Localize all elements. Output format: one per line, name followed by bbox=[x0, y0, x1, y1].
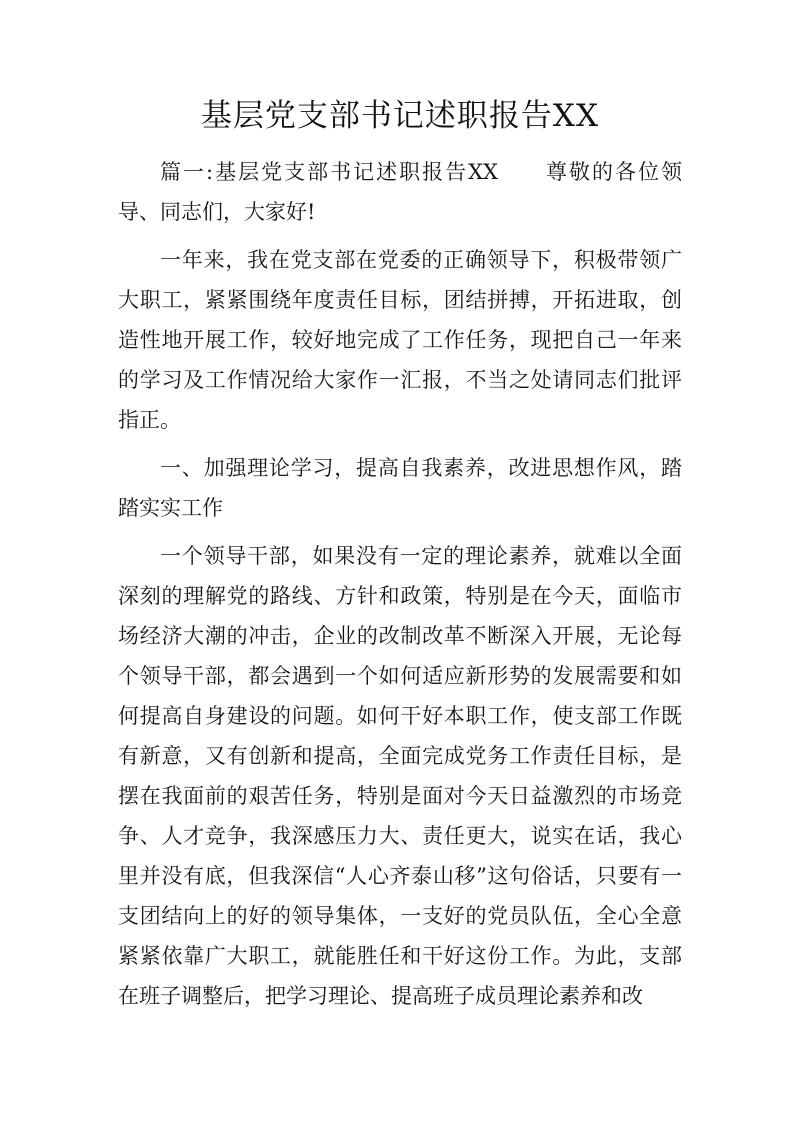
paragraph-theory-study: 一个领导干部，如果没有一定的理论素养，就难以全面深刻的理解党的路线、方针和政策，特别是在今天，面临市场经济大潮的冲击，企业的改制改革不断深入开展，无论每个领导干部，都会遇到一个如何适应新形势的发展需要和如何提高自身建设的问题。如何干好本职工作，使支部工作既有新意，又有创新和提高，全面完成党务工作责任目标，是摆在我面前的艰苦任务，特别是面对今天日益激烈的市场竞争、人才竞争，我深感压力大、责任更大，说实在话，我心里并没有底，但我深信“人心齐泰山移”这句俗话，只要有一支团结向上的好的领导集体，一支好的党员队伍，全心全意紧紧依靠广大职工，就能胜任和干好这份工作。为此，支部在班子调整后，把学习理论、提高班子成员理论素养和改 bbox=[118, 544, 682, 1008]
paragraph-overview: 一年来，我在党支部在党委的正确领导下，积极带领广大职工，紧紧围绕年度责任目标，团结拼搏，开拓进取，创造性地开展工作，较好地完成了工作任务，现把自己一年来的学习及工作情况给大家作一汇报，不当之处请同志们批评指正。 bbox=[118, 248, 682, 432]
intro-greeting: 尊敬的各位领导、同志们，大家好! bbox=[118, 160, 683, 224]
section-heading-one: 一、加强理论学习，提高自我素养，改进思想作风，踏踏实实工作 bbox=[118, 456, 682, 520]
document-body bbox=[118, 152, 682, 1024]
document-title: 基层党支部书记述职报告XX bbox=[200, 98, 600, 134]
intro-paragraph bbox=[118, 152, 682, 232]
intro-heading: 篇一:基层党支部书记述职报告XX bbox=[160, 160, 498, 184]
